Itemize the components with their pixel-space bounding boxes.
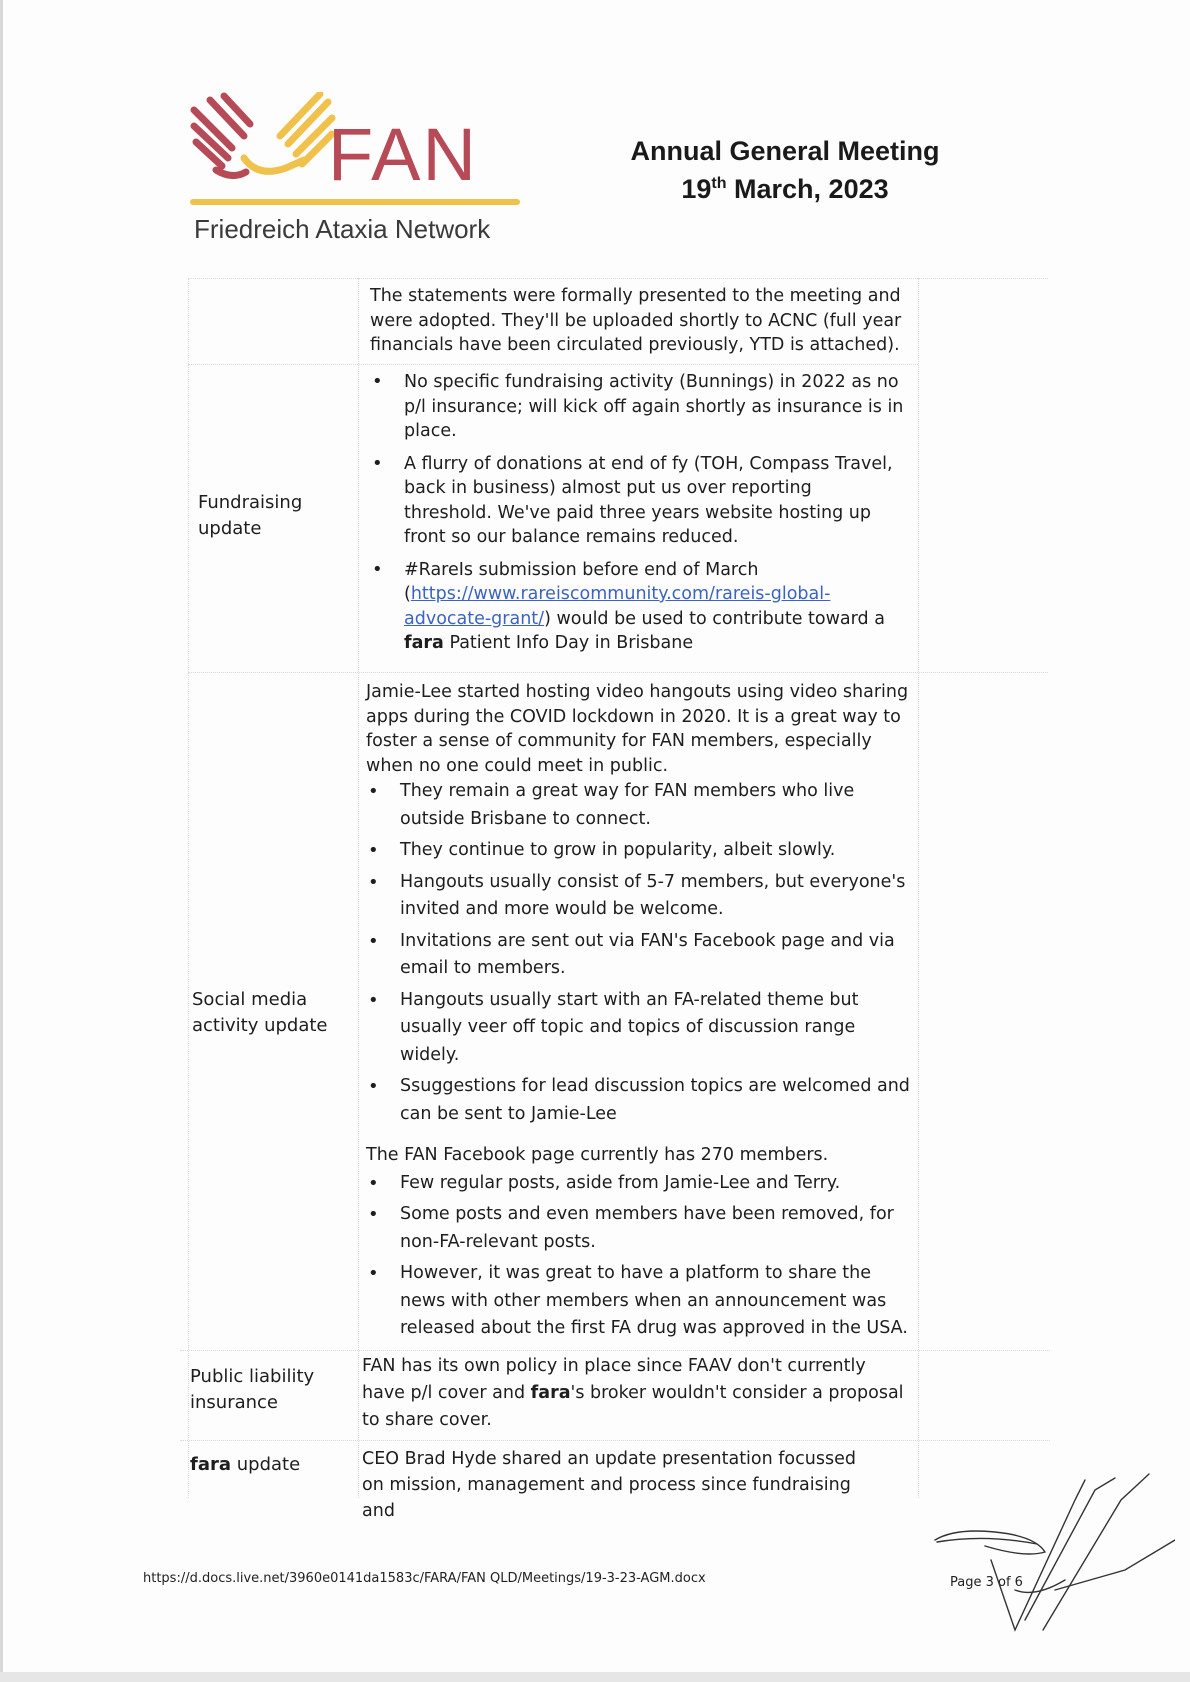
footer-file-path: https://d.docs.live.net/3960e0141da1583c/FARA/FAN QLD/Meetings/19-3-23-AGM.docx xyxy=(143,1571,706,1586)
list-item: • Some posts and even members have been removed, for non-FA-relevant posts. xyxy=(366,1201,911,1256)
table-border xyxy=(918,278,919,1498)
fara-update-label-rest: update xyxy=(231,1454,301,1475)
fundraising-label-line1: Fundraising xyxy=(198,492,303,513)
rareis-text-mid: ) would be used to contribute toward a xyxy=(544,608,885,629)
logo-tagline: Friedreich Ataxia Network xyxy=(194,214,491,244)
logo-wordmark: FAN xyxy=(328,113,478,196)
heading-month-year: March, 2023 xyxy=(734,174,889,204)
heading-day-suffix: th xyxy=(711,175,727,192)
table-border xyxy=(180,1350,1050,1351)
heading-day: 19 xyxy=(681,174,712,204)
liability-content xyxy=(362,1353,907,1434)
hands-icon xyxy=(188,92,338,192)
table-border xyxy=(188,278,1048,279)
fundraising-label-line2: update xyxy=(198,518,262,539)
list-item: • They remain a great way for FAN members who live outside Brisbane to connect. xyxy=(366,778,911,833)
fara-bold: fara xyxy=(190,1454,232,1475)
list-item: • Invitations are sent out via FAN's Facebook page and via email to members. xyxy=(366,928,911,983)
rareis-text-end: Patient Info Day in Brisbane xyxy=(443,633,694,653)
facebook-intro: The FAN Facebook page currently has 270 members. xyxy=(366,1145,829,1165)
hangouts-list xyxy=(366,778,911,1128)
fara-update-content xyxy=(362,1446,882,1524)
list-item: • A flurry of donations at end of fy (TOH, Compass Travel, back in business) almost put us over reporting threshold. We've paid three years website hosting up front so our balance remains reduced. xyxy=(370,452,905,550)
fundraising-label xyxy=(198,490,302,542)
facebook-list xyxy=(366,1170,911,1343)
financials-text xyxy=(370,284,905,358)
table-border xyxy=(188,672,1048,673)
liability-label-line1: Public liability xyxy=(190,1366,315,1387)
list-item: • However, it was great to have a platform to share the news with other members when an announcement was released about the first FA drug was approved in the USA. xyxy=(366,1260,911,1343)
liability-text xyxy=(362,1353,907,1434)
scan-edge xyxy=(0,0,3,1682)
list-item: • Ssuggestions for lead discussion topics are welcomed and can be sent to Jamie-Lee xyxy=(366,1073,911,1128)
fan-logo xyxy=(188,92,528,252)
fara-update-label xyxy=(190,1452,300,1478)
document-heading xyxy=(610,132,960,208)
list-item xyxy=(370,558,905,656)
table-border xyxy=(358,278,359,1498)
social-label-line1: Social media xyxy=(192,989,308,1010)
list-item: • Few regular posts, aside from Jamie-Lee and Terry. xyxy=(366,1170,911,1198)
liability-text-post: 's broker wouldn't consider a proposal to share cover. xyxy=(362,1383,904,1430)
handwritten-signature xyxy=(925,1470,1175,1650)
liability-label-line2: insurance xyxy=(190,1392,279,1413)
fara-update-text: CEO Brad Hyde shared an update presentation focussed on mission, management and process since fundraising and xyxy=(362,1449,856,1521)
page-number: Page 3 of 6 xyxy=(950,1575,1023,1590)
social-label-line2: activity update xyxy=(192,1015,328,1036)
list-item: • Hangouts usually start with an FA-related theme but usually veer off topic and topics of discussion range widely. xyxy=(366,987,911,1070)
list-item: • Hangouts usually consist of 5-7 members, but everyone's invited and more would be welcome. xyxy=(366,869,911,924)
social-media-content xyxy=(366,680,911,1347)
liability-text-pre: FAN has its own policy in place since FAAV don't currently have p/l cover and xyxy=(362,1356,866,1403)
table-border xyxy=(180,1440,1050,1441)
heading-date xyxy=(610,170,960,208)
list-item: • They continue to grow in popularity, albeit slowly. xyxy=(366,837,911,865)
rareis-text: #RareIs submission before end of March ( xyxy=(404,559,759,604)
list-item: • No specific fundraising activity (Bunnings) in 2022 as no p/l insurance; will kick off again shortly as insurance is in place. xyxy=(370,370,905,444)
logo-underline xyxy=(190,199,520,205)
hangouts-intro: Jamie-Lee started hosting video hangouts using video sharing apps during the COVID lockdown in 2020. It is a great way to foster a sense of community for FAN members, especially when no one could meet in public. xyxy=(366,682,909,776)
rareis-grant-link[interactable]: https://www.rareiscommunity.com/rareis-global-advocate-grant/ xyxy=(404,584,831,629)
scan-edge xyxy=(0,1672,1190,1682)
fara-bold: fara xyxy=(404,633,444,653)
fara-bold: fara xyxy=(530,1383,571,1403)
fundraising-content xyxy=(370,370,905,664)
heading-title: Annual General Meeting xyxy=(630,136,940,166)
table-border xyxy=(188,278,189,1498)
fundraising-list xyxy=(370,370,905,656)
social-media-label xyxy=(192,987,328,1039)
table-border xyxy=(188,364,918,365)
liability-label xyxy=(190,1364,314,1416)
financials-statement: The statements were formally presented to the meeting and were adopted. They'll be uploaded shortly to ACNC (full year financials have been circulated previously, YTD is attached). xyxy=(370,286,902,355)
